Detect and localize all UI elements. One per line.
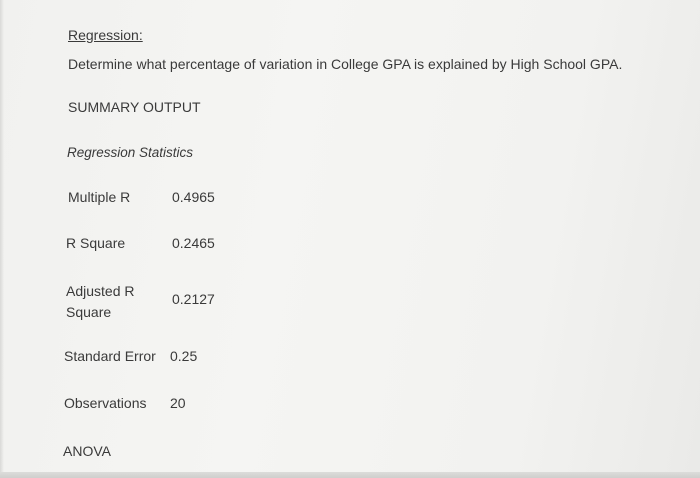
page-bottom-edge	[0, 472, 700, 478]
stat-value-observations: 20	[170, 395, 186, 411]
stat-value-standard-error: 0.25	[170, 348, 198, 364]
stat-value-adjusted-r-square: 0.2127	[172, 291, 215, 307]
stat-label-multiple-r: Multiple R	[68, 189, 131, 205]
stat-value-r-square: 0.2465	[172, 235, 215, 251]
stat-value-multiple-r: 0.4965	[172, 189, 215, 205]
section-heading: Regression:	[68, 27, 143, 43]
stat-label-standard-error: Standard Error	[64, 348, 156, 364]
regression-statistics-title: Regression Statistics	[67, 145, 194, 160]
stat-label-adjusted-r-square: Adjusted R Square	[66, 283, 135, 320]
summary-output-title: SUMMARY OUTPUT	[68, 99, 201, 115]
stat-label-observations: Observations	[64, 395, 147, 411]
stat-label-r-square: R Square	[66, 235, 126, 251]
page-edge-shadow	[0, 0, 4, 478]
anova-title: ANOVA	[63, 443, 111, 459]
question-text: Determine what percentage of variation in College GPA is explained by High School GPA.	[68, 56, 623, 72]
